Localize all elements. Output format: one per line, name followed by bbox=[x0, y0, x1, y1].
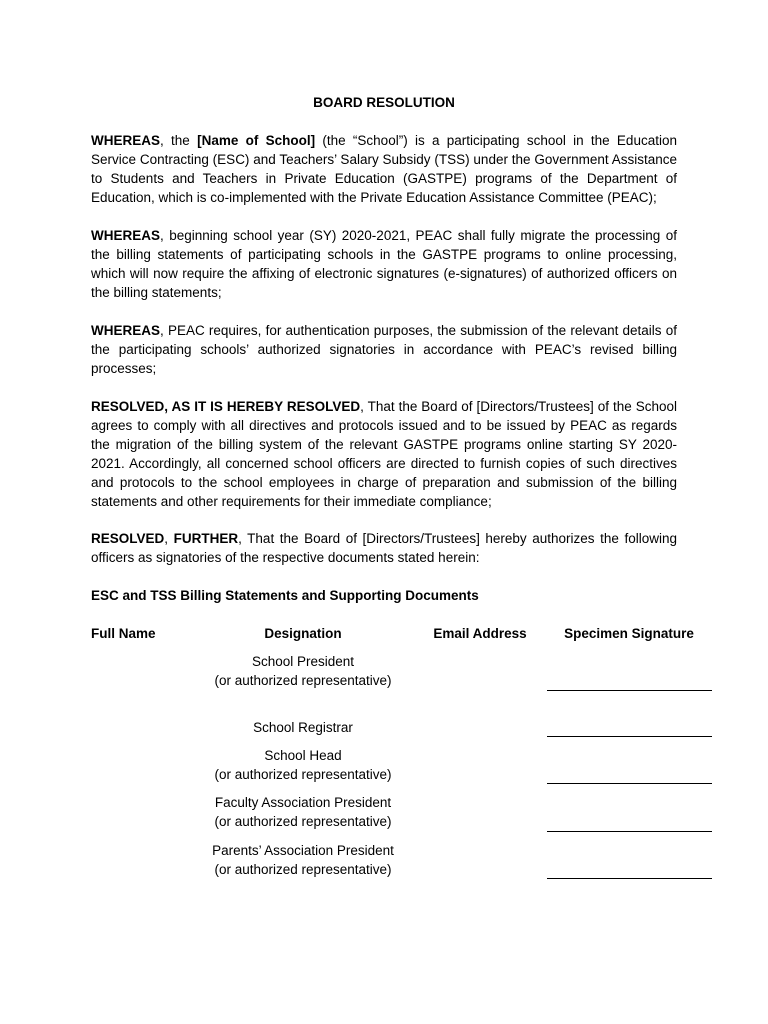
paragraph-lead: RESOLVED, AS IT IS HEREBY RESOLVED bbox=[91, 399, 361, 414]
designation-parents-association-president bbox=[178, 841, 428, 879]
paragraph-lead: WHEREAS bbox=[91, 323, 161, 338]
designation-note: (or authorized representative) bbox=[214, 862, 392, 877]
signature-line bbox=[547, 878, 712, 879]
designation-school-registrar bbox=[178, 718, 428, 737]
designation-note: (or authorized representative) bbox=[214, 767, 392, 782]
whereas-paragraph-3 bbox=[91, 321, 677, 378]
paragraph-connector: , bbox=[164, 531, 174, 546]
column-header-designation: Designation bbox=[264, 626, 342, 641]
designation-title: School President bbox=[251, 654, 355, 669]
paragraph-text: , That the Board of [Directors/Trustees] hereby authorizes the following officers as signatories of the respective documents stated herein: bbox=[91, 531, 677, 565]
paragraph-text: , That the Board of [Directors/Trustees] of the School agrees to comply with all directives and protocols issued and to be issued by PEAC as regards the migration of the billing system of the relevant GASTPE programs online starting SY 2020-2021. Accordingly, all concerned school officers are directed to furnish copies of such directives and protocols to the school employees in charge of preparation and submission of the billing statements and other requirements for their immediate compliance; bbox=[91, 399, 677, 509]
school-name-placeholder: [Name of School] bbox=[197, 133, 316, 148]
paragraph-lead: RESOLVED bbox=[91, 531, 165, 546]
designation-faculty-association-president bbox=[178, 793, 428, 831]
section-heading: ESC and TSS Billing Statements and Supporting Documents bbox=[91, 588, 479, 603]
designation-title: School Registrar bbox=[253, 720, 353, 735]
paragraph-text: , beginning school year (SY) 2020-2021, PEAC shall fully migrate the processing of the billing statements of participating schools in the GASTPE programs to online processing, which will now require the affixing of electronic signatures (e-signatures) of authorized officers on the billing statements; bbox=[91, 228, 677, 300]
paragraph-connector: , the bbox=[160, 133, 198, 148]
designation-title: Faculty Association President bbox=[214, 795, 392, 810]
document-title: BOARD RESOLUTION bbox=[313, 95, 455, 110]
column-header-full-name: Full Name bbox=[91, 626, 156, 641]
paragraph-lead: WHEREAS bbox=[91, 133, 161, 148]
signature-line bbox=[547, 783, 712, 784]
column-header-signature: Specimen Signature bbox=[564, 626, 694, 641]
column-header-email: Email Address bbox=[433, 626, 527, 641]
paragraph-lead-2: FURTHER bbox=[173, 531, 239, 546]
signature-line bbox=[547, 736, 712, 737]
signature-line bbox=[547, 690, 712, 691]
whereas-paragraph-1 bbox=[91, 131, 677, 207]
paragraph-text: , PEAC requires, for authentication purposes, the submission of the relevant details of the participating schools’ authorized signatories in accordance with PEAC’s revised billing processes; bbox=[91, 323, 677, 376]
whereas-paragraph-2 bbox=[91, 226, 677, 302]
signature-line bbox=[547, 831, 712, 832]
resolved-paragraph-2 bbox=[91, 529, 677, 567]
designation-note: (or authorized representative) bbox=[214, 673, 392, 688]
designation-note: (or authorized representative) bbox=[214, 814, 392, 829]
resolved-paragraph-1 bbox=[91, 397, 677, 511]
paragraph-text: (the “School”) is a participating school in the Education Service Contracting (ESC) and Teachers’ Salary Subsidy (TSS) under the Government Assistance to Students and Teachers in Private Education (GASTPE) programs of the Department of Education, which is co-implemented with the Private Education Assistance Committee (PEAC); bbox=[91, 133, 677, 205]
designation-school-head bbox=[178, 746, 428, 784]
designation-title: School Head bbox=[264, 748, 342, 763]
paragraph-lead: WHEREAS bbox=[91, 228, 161, 243]
designation-school-president bbox=[178, 652, 428, 690]
designation-title: Parents’ Association President bbox=[212, 843, 394, 858]
